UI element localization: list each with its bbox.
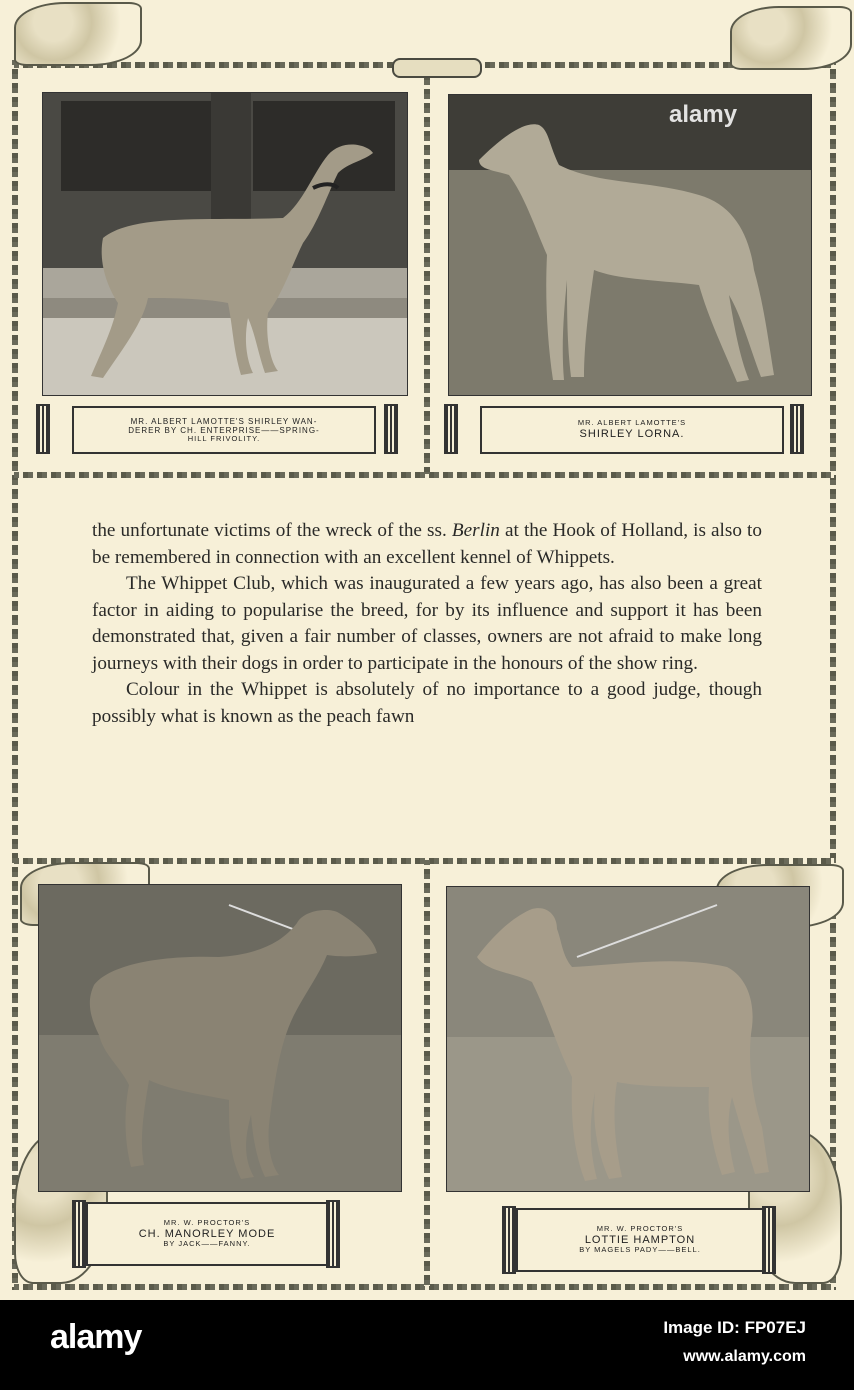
stock-url: www.alamy.com <box>683 1348 806 1365</box>
stock-logo: alamy <box>50 1318 142 1356</box>
right-chain-border <box>830 60 836 1290</box>
left-chain-border <box>12 60 18 1290</box>
caption-line: MR. ALBERT LAMOTTE'S <box>577 418 687 428</box>
caption-end-cap <box>762 1206 776 1274</box>
top-clasp-ornament <box>392 58 482 78</box>
photo-manorley-mode <box>38 884 402 1192</box>
caption-end-cap <box>36 404 50 454</box>
ship-name: Berlin <box>451 520 500 541</box>
paragraph: the unfortunate victims of the wreck of the ss. Berlin at the Hook of Holland, is also to be remembered in connection with an excellent kennel of Whippets. <box>92 520 762 568</box>
caption-line: HILL FRIVOLITY. <box>187 433 261 443</box>
top-left-floral-ornament <box>14 2 142 66</box>
photo-watermark-text: alamy <box>669 101 738 128</box>
caption-line: MR. ALBERT LAMOTTE'S SHIRLEY WAN- <box>130 416 318 426</box>
caption-end-cap <box>790 404 804 454</box>
top-right-floral-ornament <box>730 6 852 70</box>
caption-end-cap <box>502 1206 516 1274</box>
photo-shirley-wanderer <box>42 92 408 396</box>
caption-line: MR. W. PROCTOR'S <box>596 1224 684 1234</box>
caption-end-cap <box>444 404 458 454</box>
upper-center-chain <box>424 66 430 474</box>
caption-line: DERER BY CH. ENTERPRISE——SPRING- <box>128 425 320 435</box>
caption-end-cap <box>326 1200 340 1268</box>
body-text <box>92 518 762 730</box>
caption-line: BY MAGELS PADY——BELL. <box>579 1245 701 1255</box>
paragraph: The Whippet Club, which was inaugurated a few years ago, has also been a great factor in aiding to popularise the breed, for by its influence and support it has been demonstrated that, given a fair number of classes, owners are not afraid to make long journeys with their dogs in order to participate in the honours of the show ring. <box>92 573 762 674</box>
image-id-label: Image ID: FP07EJ <box>663 1318 806 1337</box>
caption-shirley-wanderer <box>72 406 376 454</box>
photo-lottie-hampton <box>446 886 810 1192</box>
caption-manorley-mode <box>86 1202 328 1266</box>
caption-end-cap <box>72 1200 86 1268</box>
caption-line: BY JACK——FANNY. <box>163 1239 251 1249</box>
caption-line: LOTTIE HAMPTON <box>584 1233 696 1246</box>
caption-line: CH. MANORLEY MODE <box>138 1227 276 1240</box>
photo-shirley-lorna <box>448 94 812 396</box>
caption-lottie-hampton <box>516 1208 764 1272</box>
lower-center-chain <box>424 860 430 1286</box>
paragraph: Colour in the Whippet is absolutely of no importance to a good judge, though possibly what is known as the peach fawn <box>92 679 762 727</box>
caption-end-cap <box>384 404 398 454</box>
caption-line: SHIRLEY LORNA. <box>579 427 685 440</box>
caption-shirley-lorna <box>480 406 784 454</box>
caption-line: MR. W. PROCTOR'S <box>163 1218 251 1228</box>
